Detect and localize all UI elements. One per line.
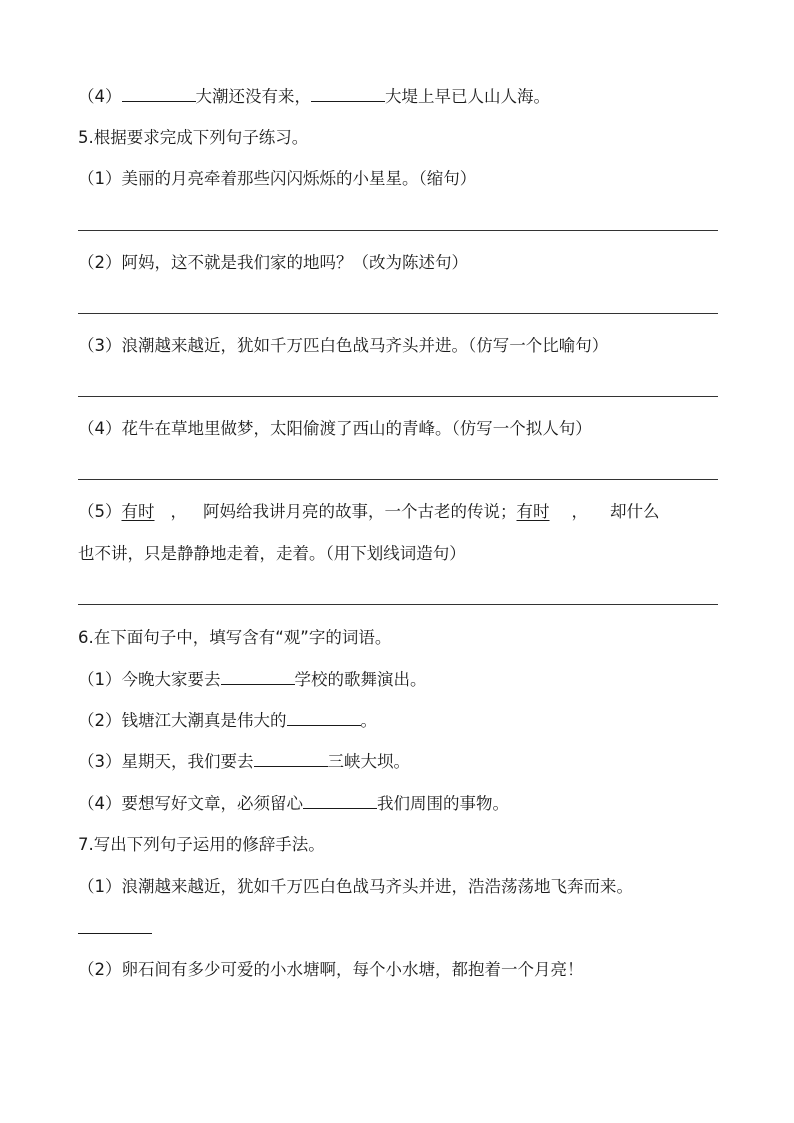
comma: ，	[571, 502, 588, 521]
sentence-part: 却什么	[610, 502, 660, 521]
q7-item-1-answer	[78, 918, 152, 940]
q5-item-4: （4）花牛在草地里做梦，太阳偷渡了西山的青峰。（仿写一个拟人句）	[78, 419, 592, 438]
q7-heading: 7.写出下列句子运用的修辞手法。	[78, 835, 325, 854]
answer-line[interactable]	[78, 604, 718, 605]
q5-item-2: （2）阿妈，这不就是我们家的地吗？（改为陈述句）	[78, 253, 468, 272]
answer-blank[interactable]	[311, 86, 385, 102]
answer-blank[interactable]	[122, 86, 196, 102]
answer-line[interactable]	[78, 313, 718, 314]
item-number: （4）	[78, 87, 122, 106]
answer-blank[interactable]	[78, 918, 152, 934]
sentence-part: （4）要想写好文章，必须留心	[78, 794, 303, 813]
sentence-part: 我们周围的事物。	[377, 794, 509, 813]
q4-item-4	[78, 86, 550, 108]
item-number: （5）	[78, 502, 122, 521]
sentence-part: 大潮还没有来，	[195, 87, 311, 106]
q6-item-4	[78, 793, 509, 815]
q5-item-5-continued: 也不讲，只是静静地走着，走着。（用下划线词造句）	[78, 544, 466, 563]
answer-blank[interactable]	[254, 751, 328, 767]
answer-line[interactable]	[78, 230, 718, 231]
comma: ，	[170, 502, 187, 521]
q6-item-1	[78, 669, 427, 691]
q5-item-1: （1）美丽的月亮牵着那些闪闪烁烁的小星星。（缩句）	[78, 169, 477, 188]
answer-blank[interactable]	[287, 710, 361, 726]
sentence-part: （1）今晚大家要去	[78, 670, 221, 689]
q6-item-2	[78, 710, 377, 732]
sentence-part: （3）星期天，我们要去	[78, 752, 254, 771]
sentence-part: 三峡大坝。	[327, 752, 410, 771]
underlined-word: 有时	[121, 502, 155, 521]
sentence-part: 。	[360, 711, 377, 730]
sentence-part: （2）钱塘江大潮真是伟大的	[78, 711, 287, 730]
q5-heading: 5.根据要求完成下列句子练习。	[78, 128, 309, 147]
q5-item-3: （3）浪潮越来越近，犹如千万匹白色战马齐头并进。（仿写一个比喻句）	[78, 336, 609, 355]
answer-line[interactable]	[78, 396, 718, 397]
answer-blank[interactable]	[221, 669, 295, 685]
answer-line[interactable]	[78, 479, 718, 480]
q6-heading: 6.在下面句子中，填写含有“观”字的词语。	[78, 628, 392, 647]
q6-item-3	[78, 751, 410, 773]
answer-blank[interactable]	[303, 793, 377, 809]
q5-item-5	[78, 501, 660, 523]
sentence-part: 学校的歌舞演出。	[294, 670, 427, 689]
q7-item-1: （1）浪潮越来越近，犹如千万匹白色战马齐头并进，浩浩荡荡地飞奔而来。	[78, 877, 633, 896]
sentence-part: 阿妈给我讲月亮的故事，一个古老的传说；	[203, 502, 517, 521]
underlined-word: 有时	[516, 502, 550, 521]
sentence-part: 大堤上早已人山人海。	[385, 87, 550, 106]
q7-item-2: （2）卵石间有多少可爱的小水塘啊，每个小水塘，都抱着一个月亮！	[78, 960, 584, 979]
